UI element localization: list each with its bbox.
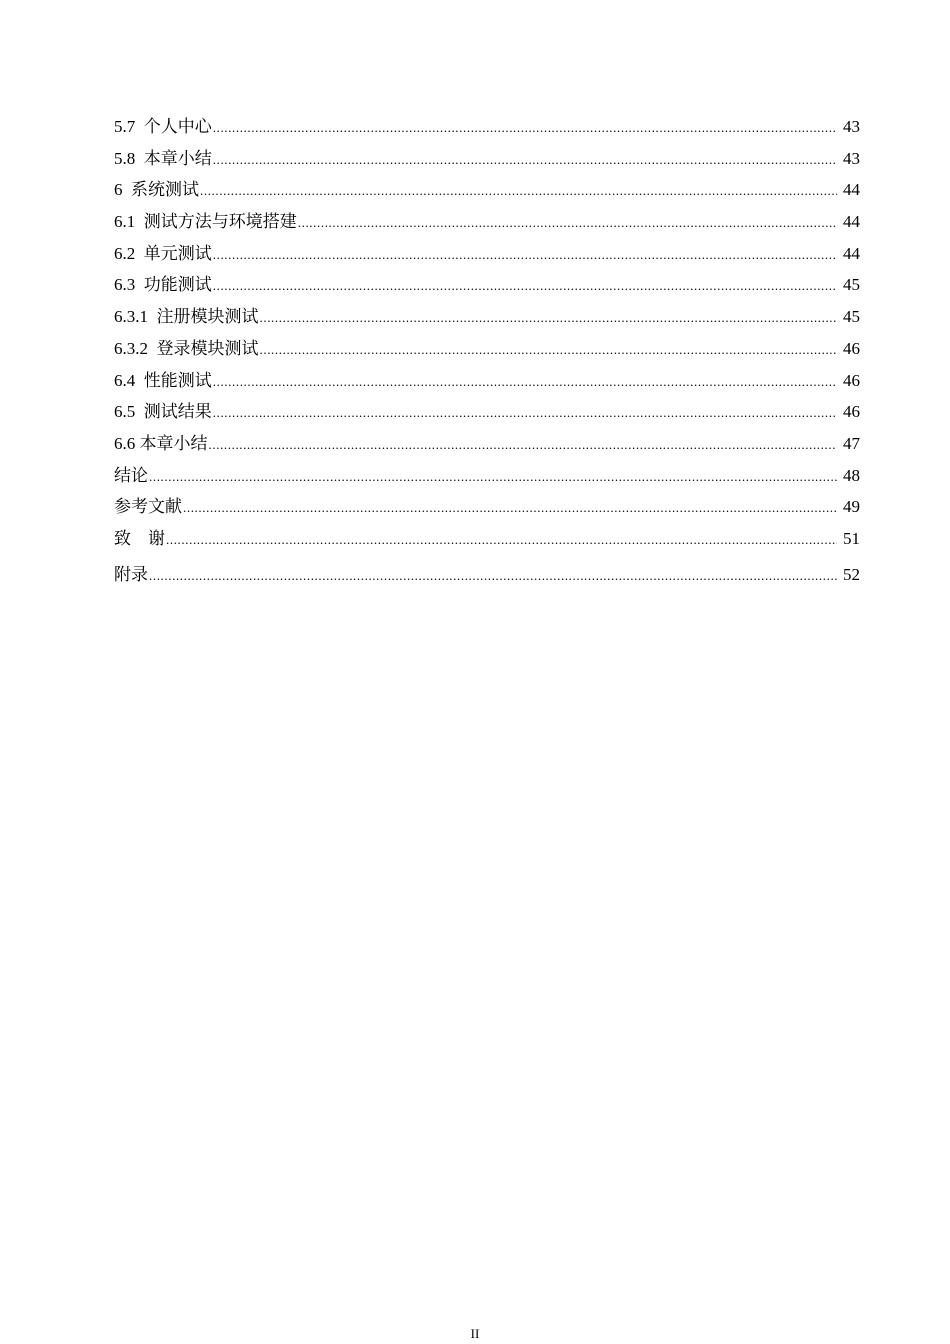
toc-entry-acknowledgements[interactable] [114, 523, 860, 555]
toc-entry-title: 注册模块测试 [156, 307, 259, 328]
toc-entry-title: 个人中心 [143, 117, 212, 137]
toc-entry-page: 45 [843, 307, 860, 327]
toc-entry-page: 47 [843, 433, 860, 453]
toc-entry-6-3-2[interactable] [114, 333, 860, 365]
toc-dot-leader [213, 270, 837, 302]
toc-dot-leader [183, 492, 837, 524]
toc-entry-number: 6.6 [114, 433, 136, 453]
toc-dot-leader [213, 112, 837, 144]
toc-entry-page: 44 [843, 212, 860, 232]
toc-entry-page: 52 [843, 564, 860, 584]
toc-entry-number: 6.3.1 [114, 307, 148, 327]
toc-entry-title: 附录 [114, 564, 148, 585]
toc-dot-leader [200, 175, 837, 207]
toc-entry-number: 6.4 [114, 370, 136, 390]
toc-entry-number: 6.3.2 [114, 338, 148, 358]
toc-entry-page: 45 [843, 275, 860, 295]
toc-entry-page: 46 [843, 338, 860, 358]
toc-entry-title: 单元测试 [143, 243, 212, 264]
toc-entry-6-6[interactable] [114, 428, 860, 460]
toc-entry-6-4[interactable] [114, 365, 860, 397]
toc-entry-5-7[interactable] [114, 111, 860, 143]
toc-dot-leader [149, 560, 837, 592]
toc-entry-title: 本章小结 [139, 433, 208, 454]
toc-entry-6[interactable] [114, 174, 860, 206]
toc-entry-number: 6.3 [114, 275, 136, 295]
page-footer-number: II [470, 1326, 480, 1341]
toc-entry-appendix[interactable] [114, 559, 860, 591]
toc-entry-number: 5.7 [114, 117, 136, 136]
toc-dot-leader [213, 366, 837, 398]
toc-entry-6-3-1[interactable] [114, 301, 860, 333]
toc-dot-leader [213, 144, 837, 176]
toc-dot-leader [260, 334, 838, 366]
toc-entry-6-5[interactable] [114, 396, 860, 428]
toc-entry-page: 44 [843, 243, 860, 263]
toc-entry-6-1[interactable] [114, 206, 860, 238]
toc-entry-number: 6.2 [114, 243, 136, 263]
toc-entry-title: 功能测试 [143, 275, 212, 296]
toc-entry-conclusion[interactable] [114, 460, 860, 492]
toc-entry-page: 46 [843, 370, 860, 390]
toc-entry-page: 43 [843, 148, 860, 168]
toc-entry-title: 系统测试 [131, 180, 199, 201]
toc-entry-page: 51 [843, 528, 860, 548]
toc-dot-leader [149, 461, 837, 493]
toc-entry-number: 6 [114, 180, 123, 200]
table-of-contents [114, 111, 860, 590]
toc-entry-references[interactable] [114, 491, 860, 523]
toc-entry-page: 48 [843, 465, 860, 485]
toc-entry-5-8[interactable] [114, 143, 860, 175]
toc-entry-title: 致 谢 [114, 528, 165, 549]
toc-entry-title: 性能测试 [143, 370, 212, 391]
toc-dot-leader [209, 429, 838, 461]
toc-entry-6-2[interactable] [114, 238, 860, 270]
toc-entry-number: 6.1 [114, 212, 136, 232]
toc-entry-title: 参考文献 [114, 497, 182, 518]
toc-dot-leader [213, 239, 837, 271]
toc-dot-leader [298, 207, 837, 239]
toc-entry-title: 结论 [114, 465, 148, 486]
toc-entry-6-3[interactable] [114, 269, 860, 301]
toc-entry-title: 登录模块测试 [156, 338, 259, 359]
toc-entry-page: 46 [843, 402, 860, 422]
toc-entry-title: 测试方法与环境搭建 [143, 212, 297, 233]
toc-entry-page: 44 [843, 180, 860, 200]
toc-entry-number: 6.5 [114, 402, 136, 422]
toc-entry-page: 49 [843, 497, 860, 517]
toc-dot-leader [260, 302, 838, 334]
toc-entry-page: 43 [843, 117, 860, 136]
toc-entry-title: 本章小结 [143, 148, 212, 169]
toc-dot-leader [166, 524, 837, 556]
toc-entry-number: 5.8 [114, 148, 136, 168]
toc-entry-title: 测试结果 [143, 402, 212, 423]
toc-dot-leader [213, 397, 837, 429]
